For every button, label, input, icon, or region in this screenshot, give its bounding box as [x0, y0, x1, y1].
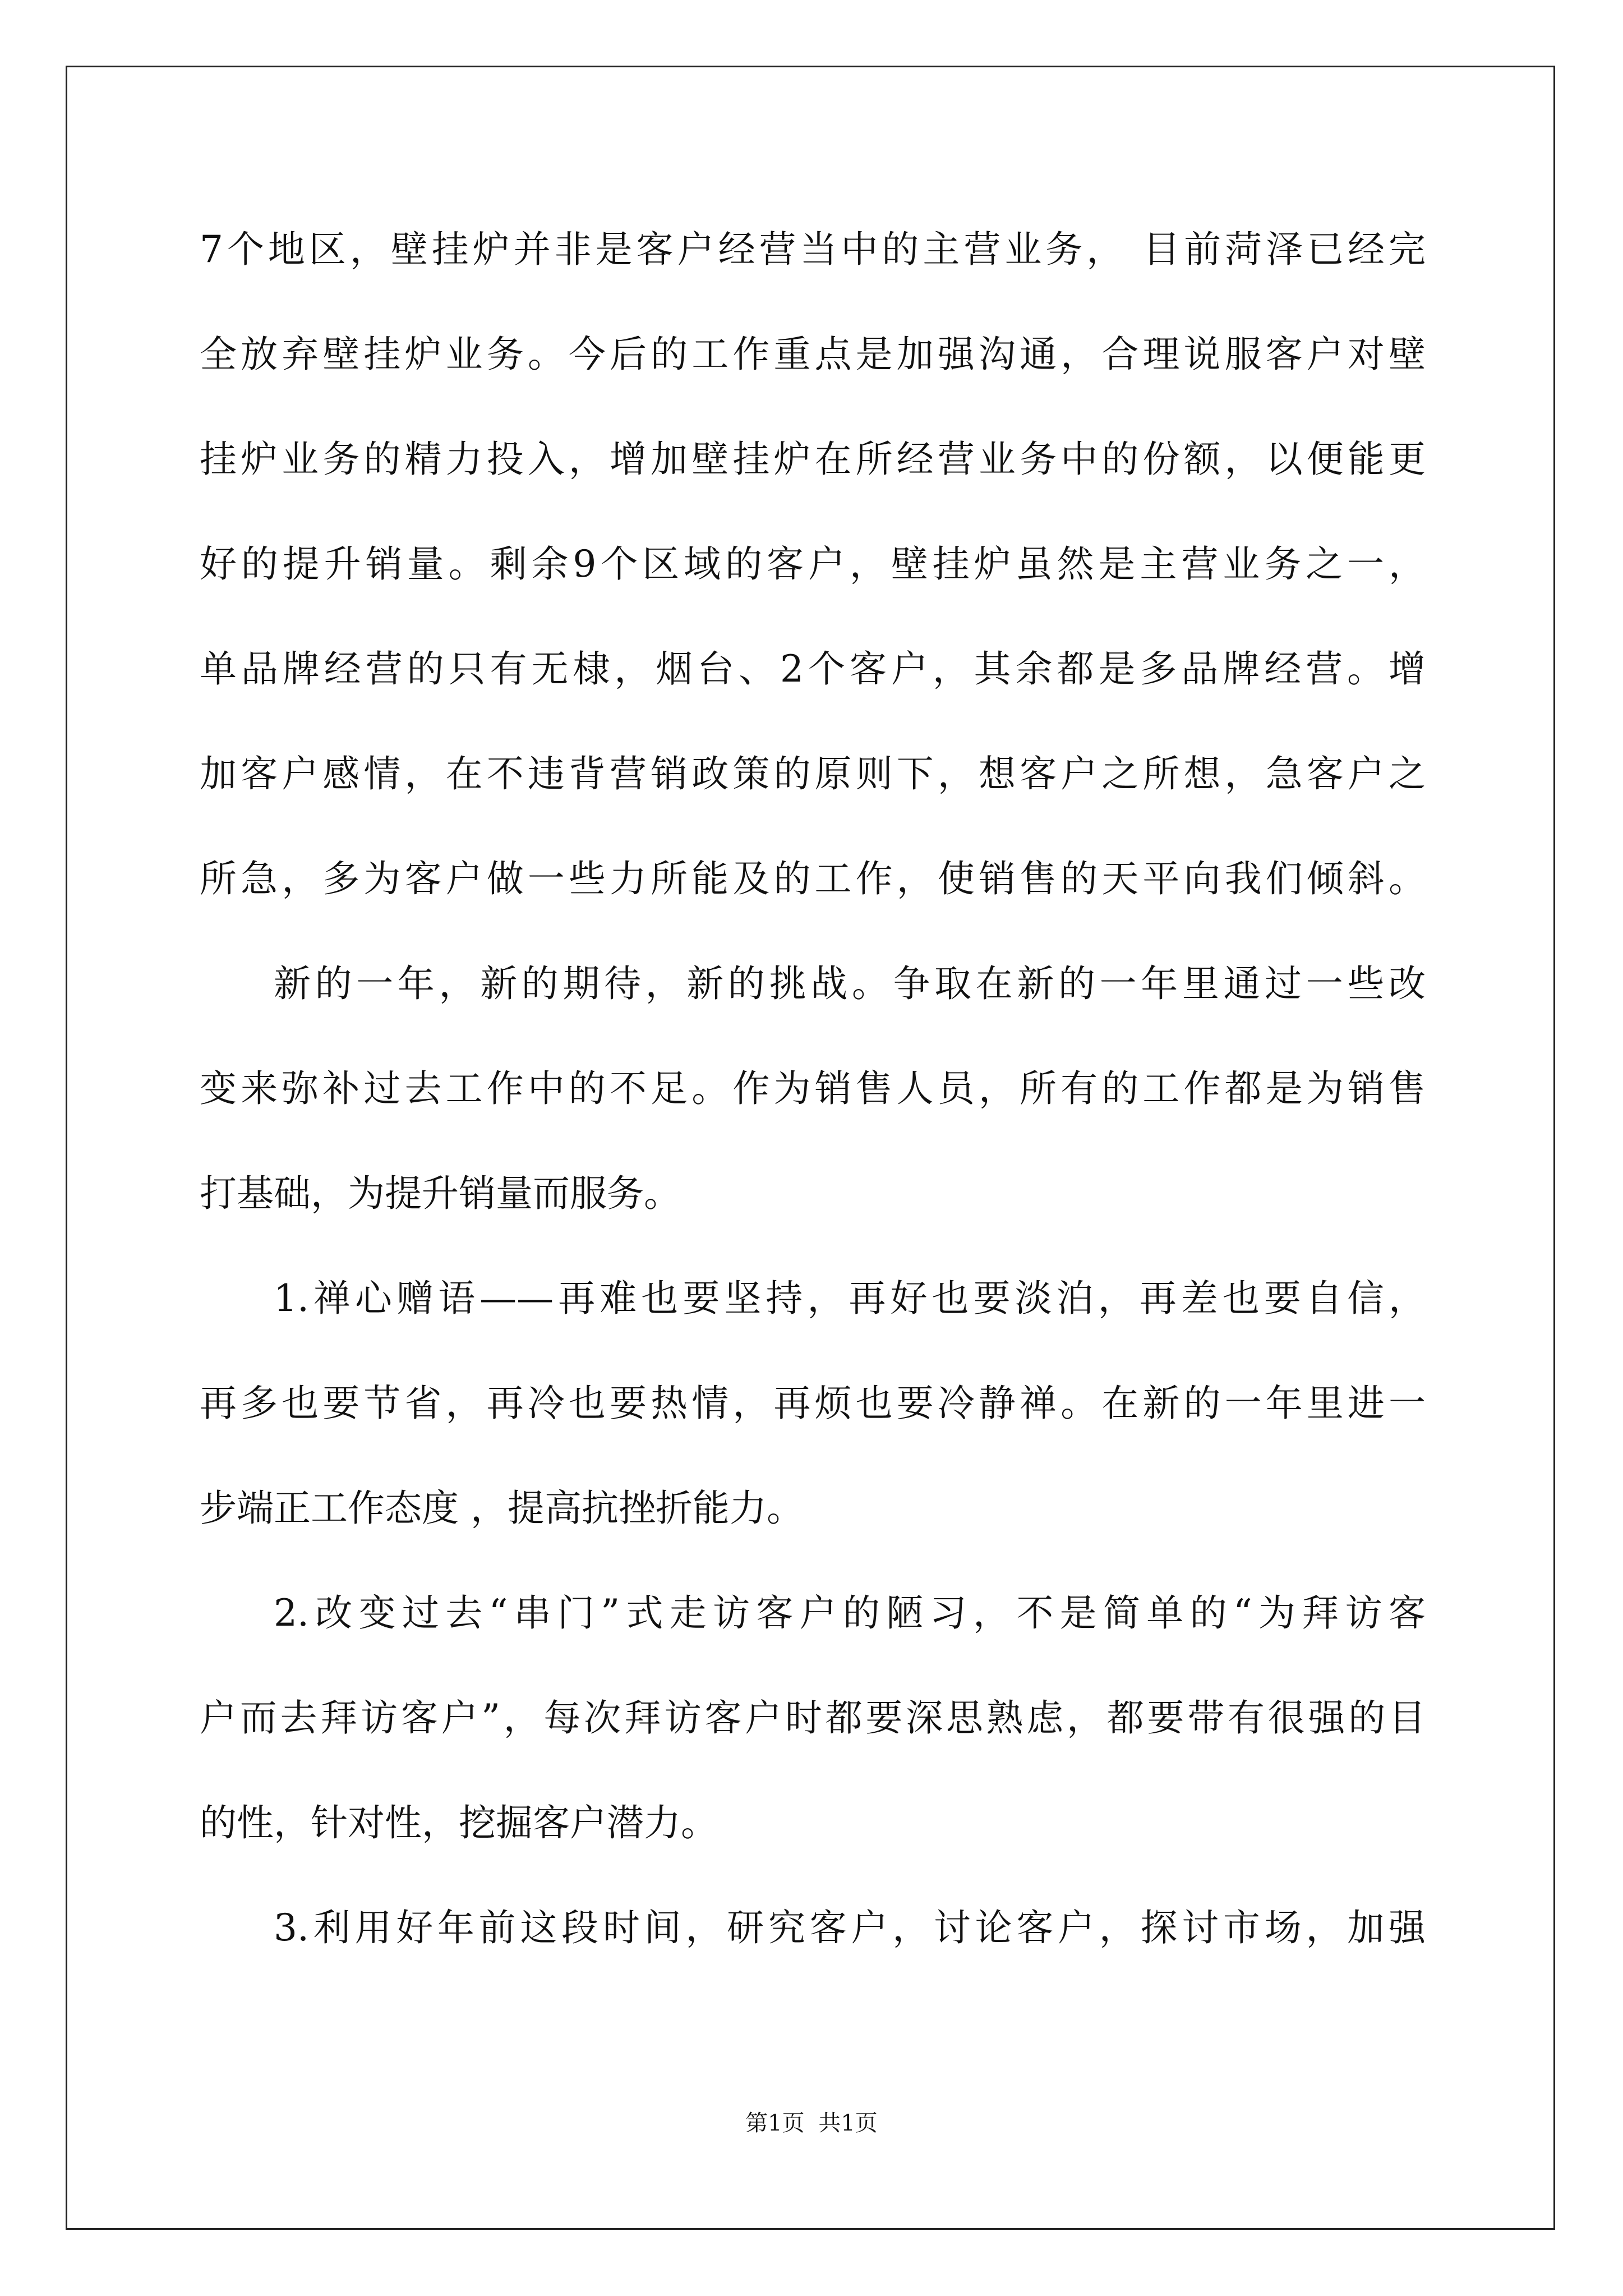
text-line: 好的提升销量。剩余9个区域的客户，壁挂炉虽然是主营业务之一，: [200, 542, 1426, 586]
text-line: 的性，针对性，挖掘客户潜力。: [200, 1801, 718, 1844]
text-line: 打基础，为提升销量而服务。: [200, 1172, 681, 1215]
text-line: 再多也要节省，再冷也要热情，再烦也要冷静禅。在新的一年里进一: [200, 1382, 1426, 1425]
text-line: 单品牌经营的只有无棣，烟台、2个客户，其余都是多品牌经营。增: [200, 647, 1426, 691]
text-line: 新的一年，新的期待，新的挑战。争取在新的一年里通过一些改: [274, 962, 1426, 1005]
text-line: 1.禅心赠语——再难也要坚持，再好也要淡泊，再差也要自信，: [274, 1277, 1426, 1320]
page-number: 第1页: [745, 2110, 805, 2136]
page-footer: [0, 2109, 1623, 2137]
text-line: 步端正工作态度 ，提高抗挫折能力。: [200, 1487, 804, 1530]
text-line: 加客户感情，在不违背营销政策的原则下，想客户之所想，急客户之: [200, 752, 1426, 795]
text-line: 所急，多为客户做一些力所能及的工作，使销售的天平向我们倾斜。: [200, 857, 1426, 900]
text-line: 挂炉业务的精力投入，增加壁挂炉在所经营业务中的份额，以便能更: [200, 438, 1426, 481]
text-line: 3.利用好年前这段时间，研究客户，讨论客户，探讨市场，加强: [274, 1906, 1426, 1949]
text-line: 户而去拜访客户”，每次拜访客户时都要深思熟虑，都要带有很强的目: [200, 1696, 1426, 1740]
page-total: 共1页: [818, 2110, 878, 2136]
text-line: 2.改变过去“串门”式走访客户的陋习，不是简单的“为拜访客: [274, 1591, 1426, 1635]
document-body: [200, 222, 1426, 2005]
text-line: 全放弃壁挂炉业务。今后的工作重点是加强沟通，合理说服客户对壁: [200, 333, 1426, 376]
text-line: 变来弥补过去工作中的不足。作为销售人员，所有的工作都是为销售: [200, 1067, 1426, 1110]
text-line: 7个地区，壁挂炉并非是客户经营当中的主营业务， 目前菏泽已经完: [200, 228, 1426, 271]
